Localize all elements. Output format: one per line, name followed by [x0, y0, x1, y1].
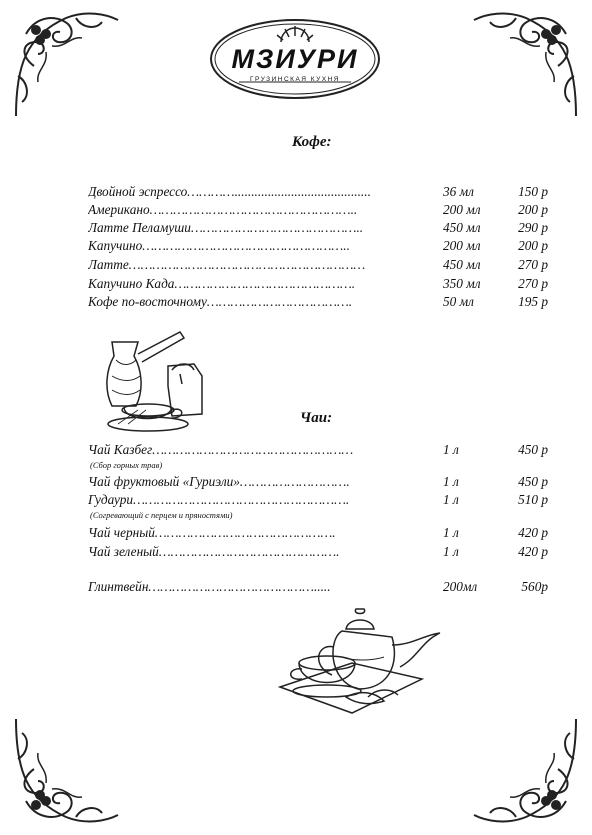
item-name: Кофе по-восточному………………………………. — [88, 294, 353, 309]
menu-item — [88, 524, 548, 542]
item-volume: 450 мл — [443, 220, 481, 235]
item-price: 270 р — [518, 276, 548, 291]
brand-name: МЗИУРИ — [231, 44, 359, 74]
item-price: 420 р — [518, 544, 548, 559]
item-name: Американо…………………………………………….. — [88, 202, 358, 217]
brand-logo — [209, 18, 381, 100]
item-volume: 350 мл — [443, 276, 481, 291]
item-note: (Сбор горных трав) — [90, 460, 163, 470]
menu-item — [88, 201, 548, 219]
corner-ornament-top-right-icon — [466, 6, 586, 126]
menu-item-mulled-wine — [88, 578, 548, 596]
item-volume: 1 л — [443, 525, 459, 540]
item-price: 560р — [521, 579, 548, 594]
item-volume: 200мл — [443, 579, 478, 594]
menu-item — [88, 237, 548, 255]
menu-item — [88, 293, 548, 311]
corner-ornament-bottom-right-icon — [466, 709, 586, 829]
item-name: Чай зеленый………………………………………. — [88, 544, 340, 559]
brand-subtitle: ГРУЗИНСКАЯ КУХНЯ — [249, 76, 341, 83]
item-price: 290 р — [518, 220, 548, 235]
item-volume: 200 мл — [443, 202, 481, 217]
item-price: 420 р — [518, 525, 548, 540]
corner-ornament-top-left-icon — [6, 6, 126, 126]
item-name: Чай Казбег…………………………………………… — [88, 442, 354, 457]
menu-item — [88, 543, 548, 561]
item-price: 195 р — [518, 294, 548, 309]
item-price: 150 р — [518, 184, 548, 199]
item-name: Чай фруктовый «Гуриэли»………………………. — [88, 474, 350, 489]
corner-ornament-bottom-left-icon — [6, 709, 126, 829]
item-price: 510 р — [518, 492, 548, 507]
teapot-illustration-icon — [272, 605, 447, 717]
item-price: 200 р — [518, 202, 548, 217]
item-name: Капучино Када………………………………………. — [88, 276, 356, 291]
item-name: Двойной эспрессо…………......................................... — [88, 184, 371, 199]
item-name: Глинтвейн……………………………………..... — [88, 579, 331, 594]
item-volume: 1 л — [443, 442, 459, 457]
item-volume: 36 мл — [443, 184, 474, 199]
menu-item — [88, 183, 548, 201]
sun-rays-icon — [277, 26, 313, 42]
item-name: Капучино…………………………………………….. — [88, 238, 350, 253]
item-volume: 200 мл — [443, 238, 481, 253]
item-volume: 1 л — [443, 544, 459, 559]
item-volume: 1 л — [443, 492, 459, 507]
menu-item — [88, 473, 548, 491]
item-price: 270 р — [518, 257, 548, 272]
menu-item — [88, 219, 548, 237]
item-name: Латте Пеламуши…………………………………….. — [88, 220, 364, 235]
menu-item — [88, 491, 548, 509]
item-volume: 50 мл — [443, 294, 474, 309]
item-name: Гудаури………………………………………………. — [88, 492, 350, 507]
menu-item — [88, 256, 548, 274]
item-price: 200 р — [518, 238, 548, 253]
item-name: Чай черный………………………………………. — [88, 525, 336, 540]
item-note: (Согревающий с перцем и пряностями) — [90, 510, 233, 520]
menu-item — [88, 275, 548, 293]
item-volume: 450 мл — [443, 257, 481, 272]
item-volume: 1 л — [443, 474, 459, 489]
item-price: 450 р — [518, 474, 548, 489]
item-price: 450 р — [518, 442, 548, 457]
menu-item — [88, 441, 548, 459]
tea-section-title: Чаи: — [300, 410, 333, 426]
coffee-pot-illustration-icon — [98, 326, 213, 436]
coffee-section-title: Кофе: — [292, 134, 332, 150]
item-name: Латте…………………………………………………… — [88, 257, 366, 272]
